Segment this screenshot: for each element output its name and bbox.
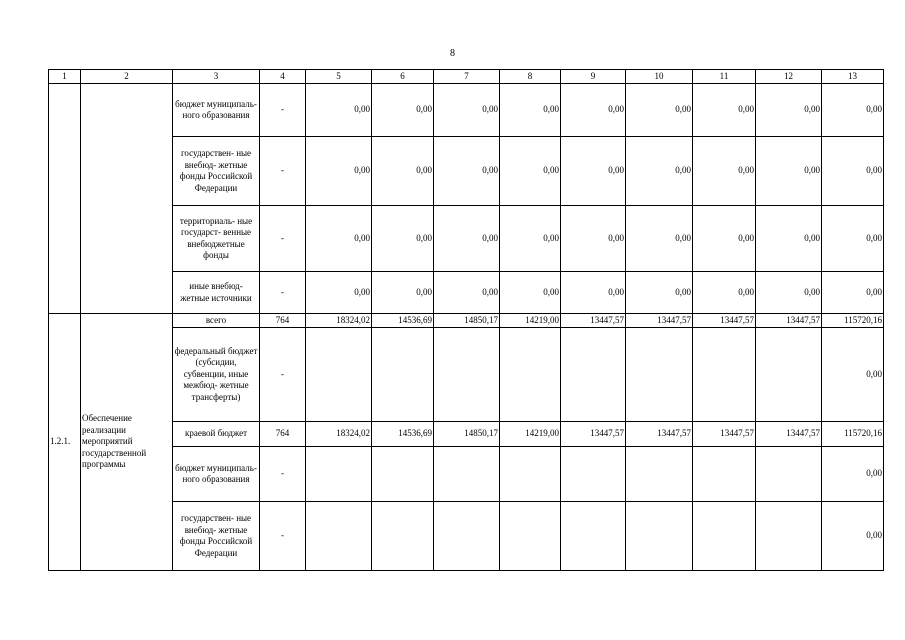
value-cell <box>306 328 372 422</box>
value-cell: 13447,57 <box>693 422 756 447</box>
value-cell: 0,00 <box>372 206 434 272</box>
value-cell: 0,00 <box>561 137 626 206</box>
value-cell: 13447,57 <box>756 314 822 328</box>
value-cell <box>306 447 372 502</box>
col4-value: - <box>260 206 306 272</box>
item-index: 1.2.1. <box>49 314 81 571</box>
value-cell: 0,00 <box>434 84 500 137</box>
table-row <box>49 206 884 272</box>
header-cell: 4 <box>260 70 306 84</box>
col4-value: - <box>260 137 306 206</box>
value-cell: 0,00 <box>626 84 693 137</box>
header-cell: 13 <box>822 70 884 84</box>
name-cell-empty <box>81 84 173 314</box>
value-cell: 0,00 <box>822 84 884 137</box>
value-cell <box>500 502 561 571</box>
value-cell: 0,00 <box>372 84 434 137</box>
value-cell: 13447,57 <box>626 314 693 328</box>
value-cell <box>372 502 434 571</box>
value-cell: 0,00 <box>693 84 756 137</box>
value-cell <box>434 328 500 422</box>
value-cell: 0,00 <box>500 137 561 206</box>
col4-value: 764 <box>260 422 306 447</box>
page-number: 8 <box>450 48 455 59</box>
value-cell: 0,00 <box>822 447 884 502</box>
value-cell: 0,00 <box>561 206 626 272</box>
budget-table <box>48 69 884 571</box>
header-cell: 10 <box>626 70 693 84</box>
col4-value: 764 <box>260 314 306 328</box>
value-cell: 0,00 <box>434 272 500 314</box>
value-cell: 14219,00 <box>500 422 561 447</box>
value-cell: 14536,69 <box>372 422 434 447</box>
value-cell: 18324,02 <box>306 422 372 447</box>
value-cell: 0,00 <box>693 137 756 206</box>
value-cell: 0,00 <box>822 272 884 314</box>
value-cell <box>626 447 693 502</box>
value-cell: 0,00 <box>756 206 822 272</box>
value-cell: 0,00 <box>306 137 372 206</box>
header-row <box>49 70 884 84</box>
value-cell <box>693 502 756 571</box>
value-cell <box>561 328 626 422</box>
value-cell: 0,00 <box>693 206 756 272</box>
table-row <box>49 84 884 137</box>
value-cell: 0,00 <box>372 272 434 314</box>
value-cell <box>306 502 372 571</box>
value-cell: 0,00 <box>434 137 500 206</box>
value-cell: 0,00 <box>306 206 372 272</box>
value-cell: 0,00 <box>500 206 561 272</box>
table-row <box>49 447 884 502</box>
col4-value: - <box>260 272 306 314</box>
value-cell: 18324,02 <box>306 314 372 328</box>
value-cell <box>626 502 693 571</box>
value-cell: 13447,57 <box>756 422 822 447</box>
table-row <box>49 422 884 447</box>
header-cell: 2 <box>81 70 173 84</box>
funding-source: государствен- ные внебюд- жетные фонды Российской Федерации <box>173 137 260 206</box>
value-cell: 115720,16 <box>822 314 884 328</box>
value-cell <box>756 447 822 502</box>
funding-source: государствен- ные внебюд- жетные фонды Российской Федерации <box>173 502 260 571</box>
funding-source: всего <box>173 314 260 328</box>
header-cell: 3 <box>173 70 260 84</box>
value-cell <box>561 447 626 502</box>
header-cell: 5 <box>306 70 372 84</box>
value-cell: 0,00 <box>561 272 626 314</box>
value-cell: 0,00 <box>500 84 561 137</box>
value-cell: 14850,17 <box>434 314 500 328</box>
table-row <box>49 314 884 328</box>
value-cell: 0,00 <box>372 137 434 206</box>
value-cell: 14850,17 <box>434 422 500 447</box>
table-row <box>49 272 884 314</box>
header-cell: 9 <box>561 70 626 84</box>
header-cell: 12 <box>756 70 822 84</box>
header-cell: 6 <box>372 70 434 84</box>
value-cell <box>756 328 822 422</box>
value-cell <box>500 447 561 502</box>
funding-source: бюджет муниципаль- ного образования <box>173 84 260 137</box>
value-cell <box>434 502 500 571</box>
header-cell: 1 <box>49 70 81 84</box>
value-cell: 14219,00 <box>500 314 561 328</box>
funding-source: территориаль- ные государст- венные внебюджетные фонды <box>173 206 260 272</box>
value-cell: 0,00 <box>626 272 693 314</box>
value-cell <box>434 447 500 502</box>
value-cell: 0,00 <box>693 272 756 314</box>
value-cell <box>500 328 561 422</box>
value-cell: 0,00 <box>756 137 822 206</box>
header-cell: 7 <box>434 70 500 84</box>
index-cell-empty <box>49 84 81 314</box>
value-cell: 0,00 <box>756 84 822 137</box>
value-cell: 13447,57 <box>561 314 626 328</box>
value-cell <box>372 328 434 422</box>
item-name: Обеспечение реализации мероприятий государственной программы <box>81 314 173 571</box>
col4-value: - <box>260 328 306 422</box>
funding-source: бюджет муниципаль- ного образования <box>173 447 260 502</box>
table-row <box>49 328 884 422</box>
value-cell: 0,00 <box>500 272 561 314</box>
value-cell: 14536,69 <box>372 314 434 328</box>
value-cell <box>372 447 434 502</box>
funding-source: иные внебюд- жетные источники <box>173 272 260 314</box>
col4-value: - <box>260 502 306 571</box>
value-cell: 13447,57 <box>626 422 693 447</box>
value-cell: 0,00 <box>434 206 500 272</box>
table-row <box>49 137 884 206</box>
value-cell: 13447,57 <box>561 422 626 447</box>
header-cell: 8 <box>500 70 561 84</box>
value-cell: 0,00 <box>306 84 372 137</box>
value-cell: 115720,16 <box>822 422 884 447</box>
value-cell <box>693 328 756 422</box>
value-cell <box>561 502 626 571</box>
value-cell: 0,00 <box>306 272 372 314</box>
value-cell: 0,00 <box>561 84 626 137</box>
header-cell: 11 <box>693 70 756 84</box>
value-cell: 0,00 <box>756 272 822 314</box>
value-cell <box>626 328 693 422</box>
value-cell: 0,00 <box>822 328 884 422</box>
table-row <box>49 502 884 571</box>
funding-source: краевой бюджет <box>173 422 260 447</box>
value-cell: 0,00 <box>626 137 693 206</box>
col4-value: - <box>260 84 306 137</box>
value-cell: 13447,57 <box>693 314 756 328</box>
funding-source: федеральный бюджет (субсидии, субвенции, иные межбюд- жетные трансферты) <box>173 328 260 422</box>
col4-value: - <box>260 447 306 502</box>
value-cell: 0,00 <box>626 206 693 272</box>
value-cell <box>693 447 756 502</box>
value-cell <box>756 502 822 571</box>
value-cell: 0,00 <box>822 502 884 571</box>
value-cell: 0,00 <box>822 137 884 206</box>
value-cell: 0,00 <box>822 206 884 272</box>
